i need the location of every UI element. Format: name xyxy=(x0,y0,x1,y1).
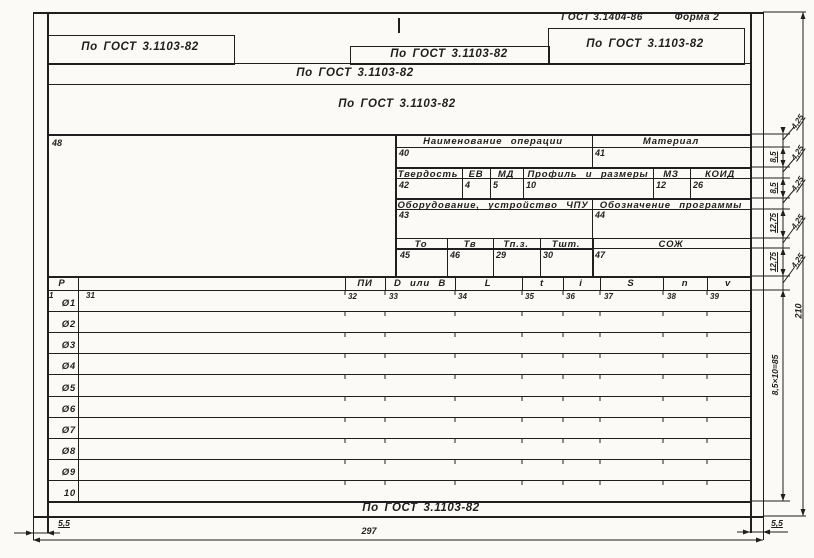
grid-line xyxy=(33,12,34,540)
grid-line xyxy=(523,167,524,199)
grid-line xyxy=(455,276,456,291)
grid-line xyxy=(47,417,750,418)
operation-name-header: Наименование операции xyxy=(423,136,563,147)
grid-line xyxy=(653,167,654,199)
marker-35: 35 xyxy=(525,292,534,301)
grid-line xyxy=(522,276,523,291)
stamp-band-bottom: По ГОСТ 3.1103-82 xyxy=(362,502,480,514)
col-header-s: S xyxy=(627,278,635,289)
field-44-number: 44 xyxy=(595,210,606,220)
dim-margin-right: 5,5 xyxy=(771,518,783,528)
marker-32: 32 xyxy=(348,292,357,301)
md-header: МД xyxy=(497,169,515,180)
field-48-number: 48 xyxy=(52,138,63,148)
top-center-mark xyxy=(398,18,400,33)
stamp-box-right-label: По ГОСТ 3.1103-82 xyxy=(586,38,704,50)
row-label: Ø2 xyxy=(61,319,76,330)
field-41-number: 41 xyxy=(595,148,606,158)
col-header-l: L xyxy=(484,278,492,289)
mz-header: МЗ xyxy=(663,169,679,180)
col-header-pi: ПИ xyxy=(357,278,373,289)
dim-sheet-width: 297 xyxy=(361,526,377,536)
grid-line xyxy=(345,276,346,291)
stamp-band-1: По ГОСТ 3.1103-82 xyxy=(296,67,414,79)
grid-line xyxy=(707,276,708,291)
dim-rows-sum: 8,5×10=85 xyxy=(769,354,780,396)
field-10-number: 10 xyxy=(526,180,537,190)
stamp-box-middle-label: По ГОСТ 3.1103-82 xyxy=(390,48,508,60)
grid-line xyxy=(47,374,750,375)
field-5-number: 5 xyxy=(493,180,499,190)
grid-line xyxy=(47,480,750,481)
dim-sheet-height: 210 xyxy=(793,303,804,319)
col-header-d-or-b: D или B xyxy=(393,278,447,289)
grid-line xyxy=(600,276,601,291)
profile-size-header: Профиль и размеры xyxy=(527,169,649,180)
row-label: Ø6 xyxy=(61,404,76,415)
grid-line xyxy=(47,290,750,291)
field-4-number: 4 xyxy=(465,180,471,190)
program-designation-header: Обозначение программы xyxy=(599,200,743,211)
grid-line xyxy=(33,12,763,14)
marker-33: 33 xyxy=(389,292,398,301)
field-12-number: 12 xyxy=(656,180,667,190)
field-30-number: 30 xyxy=(543,250,554,260)
dim-4-25-5: 4,25 xyxy=(789,251,806,270)
grid-line xyxy=(47,459,750,460)
marker-31: 31 xyxy=(86,291,95,300)
stamp-band-2: По ГОСТ 3.1103-82 xyxy=(338,98,456,110)
tpz-header: Тп.з. xyxy=(503,239,529,250)
field-42-number: 42 xyxy=(399,180,410,190)
row-label: Ø1 xyxy=(61,298,76,309)
dim-8-5-a: 8,5 xyxy=(769,151,778,163)
to-header: То xyxy=(414,239,428,250)
col-header-t: t xyxy=(540,278,544,289)
field-47-number: 47 xyxy=(595,250,606,260)
material-header: Материал xyxy=(642,136,700,147)
field-26-number: 26 xyxy=(693,180,704,190)
marker-34: 34 xyxy=(458,292,467,301)
dim-4-25-3: 4,25 xyxy=(789,174,806,193)
marker-38: 38 xyxy=(667,292,676,301)
dim-4-25-2: 4,25 xyxy=(789,143,806,162)
standard-label: ГОСТ 3.1404-86 xyxy=(561,12,643,23)
grid-line xyxy=(490,167,491,199)
stamp-box-left-label: По ГОСТ 3.1103-82 xyxy=(81,41,199,53)
grid-line xyxy=(563,276,564,291)
row-label: Ø7 xyxy=(61,425,76,436)
grid-line xyxy=(462,167,463,199)
dim-8-5-b: 8,5 xyxy=(769,182,778,194)
grid-line xyxy=(592,198,593,239)
grid-line xyxy=(47,396,750,397)
col-header-i: i xyxy=(579,278,583,289)
grid-line xyxy=(447,238,448,277)
grid-line xyxy=(47,12,49,533)
row-label: 10 xyxy=(63,488,76,499)
field-45-number: 45 xyxy=(400,250,411,260)
grid-line xyxy=(47,332,750,333)
field-46-number: 46 xyxy=(450,250,461,260)
dim-12-75-a: 12,75 xyxy=(769,212,778,234)
grid-line xyxy=(663,276,664,291)
field-29-number: 29 xyxy=(496,250,507,260)
sozh-header: СОЖ xyxy=(658,239,684,250)
ev-header: ЕВ xyxy=(468,169,484,180)
grid-line xyxy=(592,134,593,168)
grid-line xyxy=(540,238,541,277)
grid-line xyxy=(33,516,763,518)
marker-1: 1 xyxy=(49,291,54,300)
row-label: Ø8 xyxy=(61,446,76,457)
tsht-header: Тшт. xyxy=(551,239,581,250)
grid-line xyxy=(493,238,494,277)
grid-line xyxy=(47,353,750,354)
field-43-number: 43 xyxy=(399,210,410,220)
dim-4-25-4: 4,25 xyxy=(789,212,806,231)
dim-4-25-1: 4,25 xyxy=(789,112,806,131)
dim-margin-left: 5,5 xyxy=(58,518,70,528)
grid-line xyxy=(47,84,750,85)
col-header-n: n xyxy=(681,278,689,289)
marker-36: 36 xyxy=(566,292,575,301)
row-label: Ø9 xyxy=(61,467,76,478)
col-header-p: Р xyxy=(58,278,66,289)
hardness-header: Твердость xyxy=(397,169,459,180)
col-header-v: v xyxy=(724,278,732,289)
row-label: Ø4 xyxy=(61,361,76,372)
form-number-label: Форма 2 xyxy=(674,12,720,23)
grid-line xyxy=(47,311,750,312)
grid-line xyxy=(592,238,594,277)
equipment-cnc-header: Оборудование, устройство ЧПУ xyxy=(397,200,589,211)
koid-header: КОИД xyxy=(705,169,735,180)
grid-line xyxy=(763,12,764,540)
dim-12-75-b: 12,75 xyxy=(769,251,778,273)
tv-header: Тв xyxy=(463,239,477,250)
grid-line xyxy=(385,276,386,291)
row-label: Ø3 xyxy=(61,340,76,351)
field-40-number: 40 xyxy=(399,148,410,158)
grid-line xyxy=(47,438,750,439)
grid-line xyxy=(690,167,691,199)
marker-37: 37 xyxy=(604,292,613,301)
marker-39: 39 xyxy=(710,292,719,301)
grid-line xyxy=(395,147,750,148)
grid-line xyxy=(750,12,752,533)
row-label: Ø5 xyxy=(61,383,76,394)
grid-line xyxy=(78,276,79,502)
